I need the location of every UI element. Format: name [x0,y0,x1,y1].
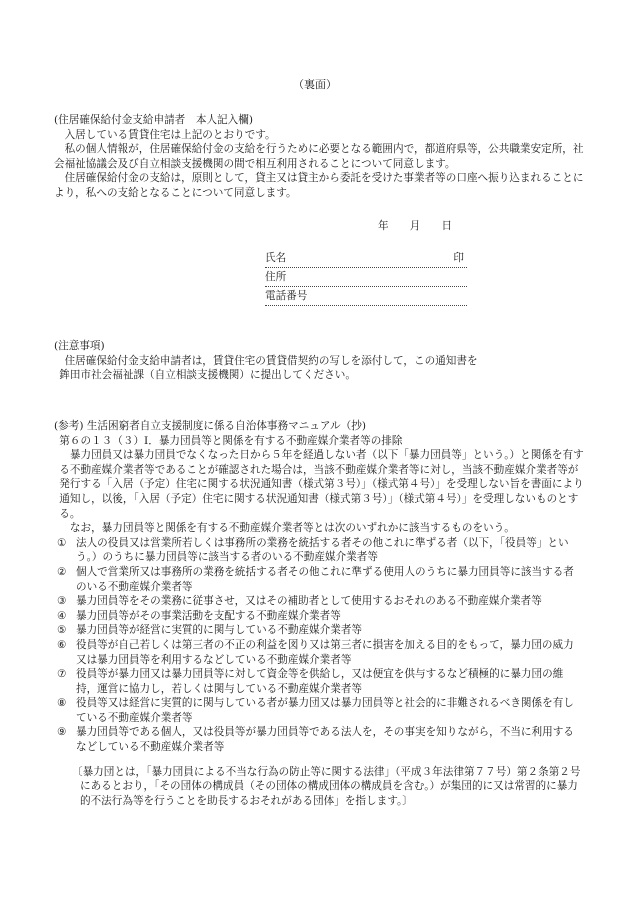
item-number: ⑨ [57,726,67,739]
item-text: 役員等が暴力団又は暴力団員等に対して資金等を供給し，又は便宜を供与するなど積極的に暴力団の維持，運営に協力し，若しくは関与している不動産媒介業者等 [76,668,564,695]
name-label: 氏名 [265,252,287,265]
item-text: 暴力団員等をその業務に従事させ，又はその補助者として使用するおそれのある不動産媒介業者等 [76,595,542,608]
seal-mark: 印 [453,252,464,265]
list-item [54,725,584,754]
list-item [54,696,584,725]
notes-line-1: 住居確保給付金支給申請者は，賃貸住宅の賃貸借契約の写しを添付して，この通知書を [64,354,478,367]
item-number: ④ [57,609,67,622]
item-text: 役員等が自己若しくは第三者の不正の利益を図り又は第三者に損害を加える目的をもって，暴力団の威力又は暴力団員等を利用するなどしている不動産媒介業者等 [76,638,574,666]
item-number: ⑧ [57,697,67,710]
address-field[interactable] [265,271,467,287]
list-item [54,536,584,565]
phone-field[interactable] [265,290,467,306]
reference-section [54,419,584,808]
reference-title: (参考) 生活困窮者自立支援制度に係る自治体事務マニュアル（抄) [54,420,366,432]
definition-note: 〔暴力団とは，「暴力団員による不当な行為の防止等に関する法律」（平成３年法律第７７号）第２条第２号にあるとおり，「その団体の構成員（その団体の構成団体の構成員を含む。）が集団的に又は常習的に暴力的不法行為等を行うことを助長するおそれがある団体」を指します。〕 [72,765,581,807]
list-item [54,609,584,624]
reference-item-list [54,536,584,755]
name-field[interactable] [265,252,467,268]
notes-title: (注意事項) [54,340,105,352]
notes-section [54,339,586,383]
item-text: 暴力団員等がその事業活動を支配する不動産媒介業者等 [76,609,341,622]
page-header: （裏面） [293,78,337,91]
item-number: ① [57,536,67,549]
list-item [54,623,584,638]
item-number: ② [57,565,67,578]
applicant-paragraph-3: 住居確保給付金の支給は，原則として，貸主又は貸主から委託を受けた事業者等の口座へ振り込まれることにより，私への支給となることについて同意します。 [54,172,584,199]
applicant-section-title: (住居確保給付金支給申請者 本人記入欄) [54,114,253,126]
item-text: 役員等又は経営に実質的に関与している者が暴力団又は暴力団員等と社会的に非難されるべき関係を有している不動産媒介業者等 [76,697,574,724]
item-text: 暴力団員等が経営に実質的に関与している不動産媒介業者等 [76,624,363,637]
item-text: 法人の役員又は営業所若しくは事務所の業務を統括する者その他これに準ずる者（以下，「役員等」という。）のうちに暴力団員等に該当する者のいる不動産媒介業者等 [76,536,569,564]
reference-paragraph-2: なお，暴力団員等と関係を有する不動産媒介業者等とは次のいずれかに該当するものをいう。 [69,522,515,535]
list-item [54,594,584,609]
list-item [54,638,584,667]
item-number: ⑥ [57,638,67,651]
applicant-paragraph-2: 私の個人情報が，住居確保給付金の支給を行うために必要となる範囲内で，都道府県等，公共職業安定所，社会福祉協議会及び自立相談支援機関の間で相互利用されることについて同意します。 [54,143,584,170]
date-field: 年 月 日 [378,220,453,232]
phone-label: 電話番号 [265,290,308,303]
reference-subtitle: 第６の１３（３）Ⅰ．暴力団員等と関係を有する不動産媒介業者等の排除 [59,434,403,447]
item-number: ③ [57,595,67,608]
list-item [54,565,584,594]
item-text: 暴力団員等である個人，又は役員等が暴力団員等である法人を，その事実を知りながら，不当に利用するなどしている不動産媒介業者等 [76,726,574,754]
applicant-paragraph-1: 入居している賃貸住宅は上記のとおりです。 [64,128,276,141]
item-number: ⑦ [57,668,67,681]
address-label: 住所 [265,271,287,284]
list-item [54,667,584,696]
applicant-section [54,113,586,201]
notes-line-2: 鉾田市社会福祉課（自立相談支援機関）に提出してください。 [59,369,356,382]
reference-paragraph-1: 暴力団員又は暴力団員でなくなった日から５年を経過しない者（以下「暴力団員等」という。）と関係を有する不動産媒介業者等であることが確認された場合は，当該不動産媒介業者等に対し，当該不動産媒介業者等が発行する「入居（予定）住宅に関する状況通知書（様式第３号）」（様式第４号）」を受理しない旨を書面により通知し，以後，「入居（予定）住宅に関する状況通知書（様式第３号）」（様式第４号）」を受理しないものとする。 [59,449,584,520]
item-number: ⑤ [57,624,67,637]
item-text: 個人で営業所又は事務所の業務を統括する者その他これに準ずる使用人のうちに暴力団員等に該当する者のいる不動産媒介業者等 [76,565,574,593]
